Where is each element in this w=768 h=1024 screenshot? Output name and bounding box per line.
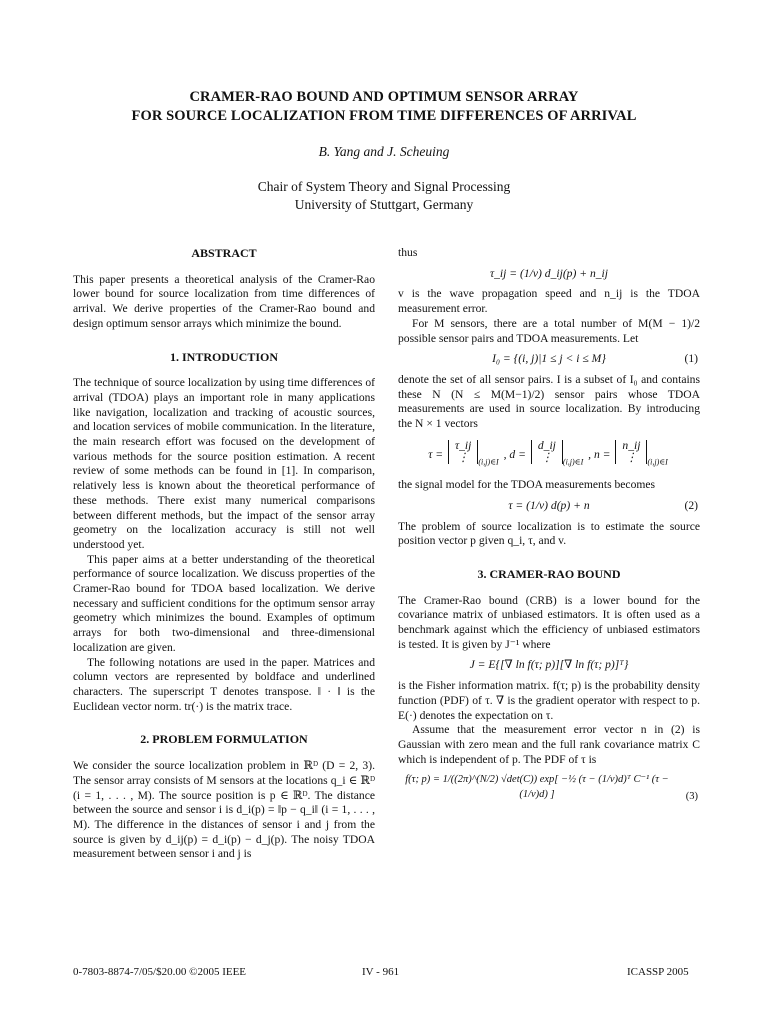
vector-d-vdots: ⋮ — [541, 450, 553, 464]
vector-tau-entry: τ_ij — [454, 438, 472, 452]
sensor-pairs-paragraph: For M sensors, there are a total number of M(M − 1)/2 possible sensor pairs and TDOA measurements. Let — [398, 316, 700, 345]
vector-d-label: , d = — [503, 447, 526, 461]
vector-n-vdots: ⋮ — [625, 450, 638, 464]
vector-d-subscript: (i,j)∈I — [562, 457, 584, 467]
footer-copyright: 0-7803-8874-7/05/$20.00 ©2005 IEEE — [73, 966, 247, 978]
title-line-2: FOR SOURCE LOCALIZATION FROM TIME DIFFERENCES OF ARRIVAL — [131, 108, 637, 124]
vector-d — [531, 440, 583, 470]
crb-paragraph-3: Assume that the measurement error vector n in (2) is Gaussian with zero mean and the full rank covariance matrix C which is independent of p. The PDF of τ is — [398, 723, 700, 766]
vector-tau-label: τ = — [428, 447, 444, 461]
vector-tau — [448, 440, 499, 470]
affiliation-line-1: Chair of System Theory and Signal Processing — [257, 179, 511, 194]
title-line-1: CRAMER-RAO BOUND AND OPTIMUM SENSOR ARRAY — [189, 89, 579, 105]
problem-formulation-heading: 2. PROBLEM FORMULATION — [140, 732, 308, 747]
vector-n-entry: n_ij — [622, 438, 641, 452]
footer-conference: ICASSP 2005 — [627, 966, 689, 978]
vector-n-subscript: (i,j)∈I — [647, 457, 668, 467]
vector-tau-vdots: ⋮ — [457, 450, 469, 464]
equation-1-number: (1) — [684, 352, 698, 366]
vector-d-entry: d_ij — [537, 438, 556, 452]
fisher-equation: J = E{[∇ ln f(τ; p)][∇ ln f(τ; p)]ᵀ} — [469, 658, 629, 672]
affiliation-line-2: University of Stuttgart, Germany — [294, 197, 474, 212]
vector-n-label: , n = — [588, 447, 611, 461]
equation-2 — [398, 499, 700, 514]
tau-equation: τ_ij = (1/v) d_ij(p) + n_ij — [489, 266, 608, 280]
footer-page-number: IV - 961 — [362, 966, 400, 978]
equation-3-body: f(τ; p) = 1/((2π)^(N/2) √det(C)) exp[ −½ (τ − (1/v)d)ᵀ C⁻¹ (τ − (1/v)d) ] — [405, 774, 669, 801]
thus-text: thus — [398, 246, 418, 259]
vector-n — [615, 440, 667, 470]
authors: B. Yang and J. Scheuing — [318, 144, 450, 159]
abstract-text: This paper presents a theoretical analysis of the Cramer-Rao lower bound for source localization from time differences of arrival. We derive properties of the Cramer-Rao bound and design optimum sensor arrays which minimize the bound. — [73, 272, 375, 330]
intro-paragraph-3: The following notations are used in the paper. Matrices and column vectors are represented by boldface and underlined characters. The superscript T denotes transpose. ‖ · ‖ is the Euclidean vector norm. tr(·) is the matrix trace. — [73, 655, 375, 713]
introduction-heading: 1. INTRODUCTION — [169, 349, 278, 364]
signal-model-paragraph: the signal model for the TDOA measurements becomes — [398, 478, 656, 492]
cramer-rao-heading: 3. CRAMER-RAO BOUND — [477, 566, 621, 581]
problem-paragraph-1: We consider the source localization problem in ℝᴰ (D = 2, 3). The sensor array consists of M sensors at the locations q_i ∈ ℝᴰ (i = 1, . . . , M). The source position is p ∈ ℝᴰ. The distance between the source and sensor i is d_i(p) = ‖p − q_i‖ (i = 1, . . . , M). The difference in the distances of sensor i and j from the source is given by d_ij(p) = d_i(p) − d_j(p). The noisy TDOA measurement between sensor i and j is — [73, 759, 375, 861]
subset-paragraph: denote the set of all sensor pairs. I is a subset of I₀ and contains these N (N ≤ M(M−1)/2) sensor pairs whose TDOA measurements are used in source localization. By introducing the N × 1 vectors — [398, 372, 700, 431]
equation-3 — [398, 773, 700, 802]
equation-2-number: (2) — [684, 498, 698, 512]
left-column — [73, 246, 375, 862]
intro-paragraph-1: The technique of source localization by using time differences of arrival (TDOA) plays an important role in many applications like navigation, localization and tracking of acoustic sources, and location services of mobile communication. In the literature, the main research effort was focused on the development of various methods for the source position estimation. A recent review of some methods can be found in [1]. In comparison, relatively less is known about the theoretical performance of these methods. There exist many numerical comparisons between different methods, but the impact of the sensor array geometry on the localization accuracy is still not well understood yet. — [73, 376, 375, 551]
vector-definitions — [398, 440, 700, 470]
wave-speed-paragraph: v is the wave propagation speed and n_ij is the TDOA measurement error. — [398, 287, 700, 316]
crb-paragraph-2: is the Fisher information matrix. f(τ; p) is the probability density function (PDF) of τ. ∇ is the gradient operator with respect to p. E(·) denotes the expectation on τ. — [398, 679, 700, 722]
vector-tau-subscript: (i,j)∈I — [478, 457, 499, 467]
equation-1 — [398, 352, 700, 367]
problem-statement-paragraph: The problem of source localization is to estimate the source position vector p given q_i, τ, and v. — [398, 519, 700, 548]
equation-3-number: (3) — [685, 791, 698, 803]
paper-title — [60, 88, 708, 126]
equation-1-body: I₀ = {(i, j)|1 ≤ j < i ≤ M} — [492, 352, 606, 366]
equation-2-body: τ = (1/v) d(p) + n — [508, 498, 590, 512]
crb-paragraph-1: The Cramer-Rao bound (CRB) is a lower bound for the covariance matrix of unbiased estimators. It is often used as a benchmark against which the efficiency of unbiased estimators is tested. It is given by J⁻¹ where — [398, 593, 700, 651]
right-column — [398, 246, 700, 809]
abstract-heading: ABSTRACT — [191, 246, 257, 260]
affiliation — [60, 178, 708, 214]
intro-paragraph-2: This paper aims at a better understanding of the theoretical performance of source localization. We discuss properties of the Cramer-Rao bound for TDOA based localization. We derive necessary and sufficient conditions for the optimum sensor array geometry which minimizes the bound. Examples of optimum arrays for both two-dimensional and three-dimensional localization are given. — [73, 552, 375, 654]
